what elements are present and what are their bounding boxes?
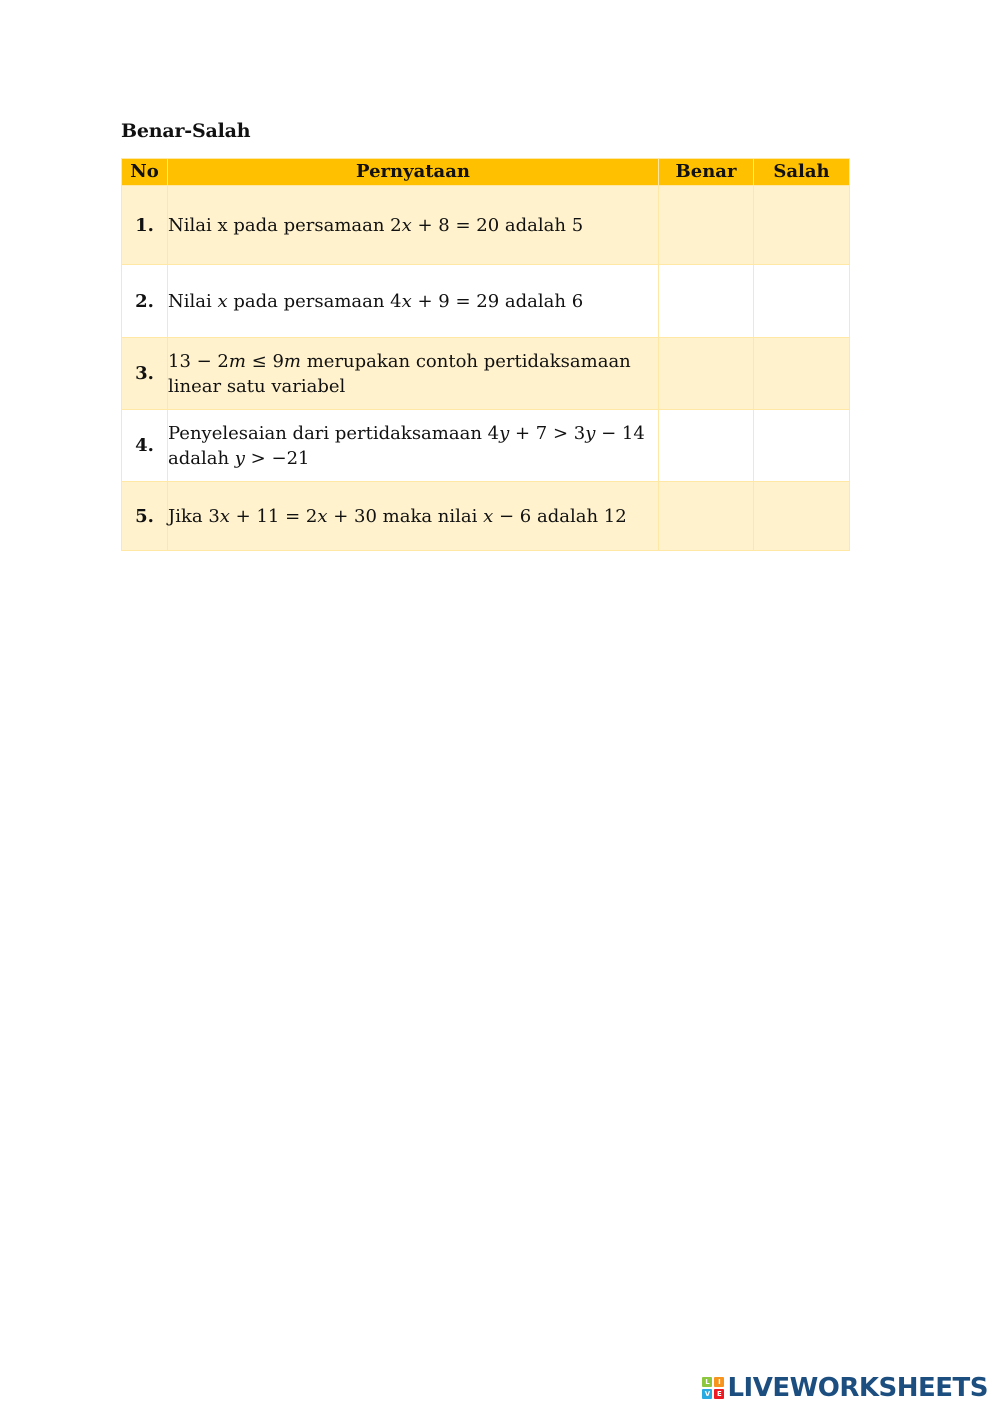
true-false-table bbox=[121, 158, 850, 551]
row-number: 3. bbox=[122, 338, 168, 410]
liveworksheets-logo-icon bbox=[702, 1377, 724, 1399]
statement-text: Penyelesaian dari pertidaksamaan 4𝑦 + 7 > 3𝑦 − 14 adalah 𝑦 > −21 bbox=[168, 410, 659, 482]
header-salah: Salah bbox=[754, 159, 850, 186]
benar-answer-cell[interactable] bbox=[659, 410, 754, 482]
salah-answer-cell[interactable] bbox=[754, 338, 850, 410]
section-title: Benar-Salah bbox=[121, 120, 251, 142]
row-number: 2. bbox=[122, 265, 168, 338]
row-number: 5. bbox=[122, 482, 168, 551]
table-header-row bbox=[122, 159, 850, 186]
salah-answer-cell[interactable] bbox=[754, 186, 850, 265]
row-number: 4. bbox=[122, 410, 168, 482]
header-no: No bbox=[122, 159, 168, 186]
statement-text: Nilai x pada persamaan 2𝑥 + 8 = 20 adalah 5 bbox=[168, 186, 659, 265]
logo-mark-tile: V bbox=[702, 1389, 712, 1399]
benar-answer-cell[interactable] bbox=[659, 338, 754, 410]
salah-answer-cell[interactable] bbox=[754, 265, 850, 338]
table-row bbox=[122, 482, 850, 551]
header-statement: Pernyataan bbox=[168, 159, 659, 186]
row-number: 1. bbox=[122, 186, 168, 265]
salah-answer-cell[interactable] bbox=[754, 410, 850, 482]
statement-text: Jika 3𝑥 + 11 = 2𝑥 + 30 maka nilai 𝑥 − 6 adalah 12 bbox=[168, 482, 659, 551]
statement-text: 13 − 2𝑚 ≤ 9𝑚 merupakan contoh pertidaksamaan linear satu variabel bbox=[168, 338, 659, 410]
logo-mark-tile: E bbox=[714, 1389, 724, 1399]
liveworksheets-logo bbox=[702, 1373, 988, 1403]
benar-answer-cell[interactable] bbox=[659, 482, 754, 551]
header-benar: Benar bbox=[659, 159, 754, 186]
salah-answer-cell[interactable] bbox=[754, 482, 850, 551]
benar-answer-cell[interactable] bbox=[659, 186, 754, 265]
table-row bbox=[122, 338, 850, 410]
logo-mark-tile: L bbox=[702, 1377, 712, 1387]
table-row bbox=[122, 265, 850, 338]
logo-mark-tile: I bbox=[714, 1377, 724, 1387]
benar-answer-cell[interactable] bbox=[659, 265, 754, 338]
table-row bbox=[122, 410, 850, 482]
statement-text: Nilai 𝑥 pada persamaan 4𝑥 + 9 = 29 adalah 6 bbox=[168, 265, 659, 338]
table-row bbox=[122, 186, 850, 265]
liveworksheets-logo-text: LIVEWORKSHEETS bbox=[727, 1373, 988, 1403]
